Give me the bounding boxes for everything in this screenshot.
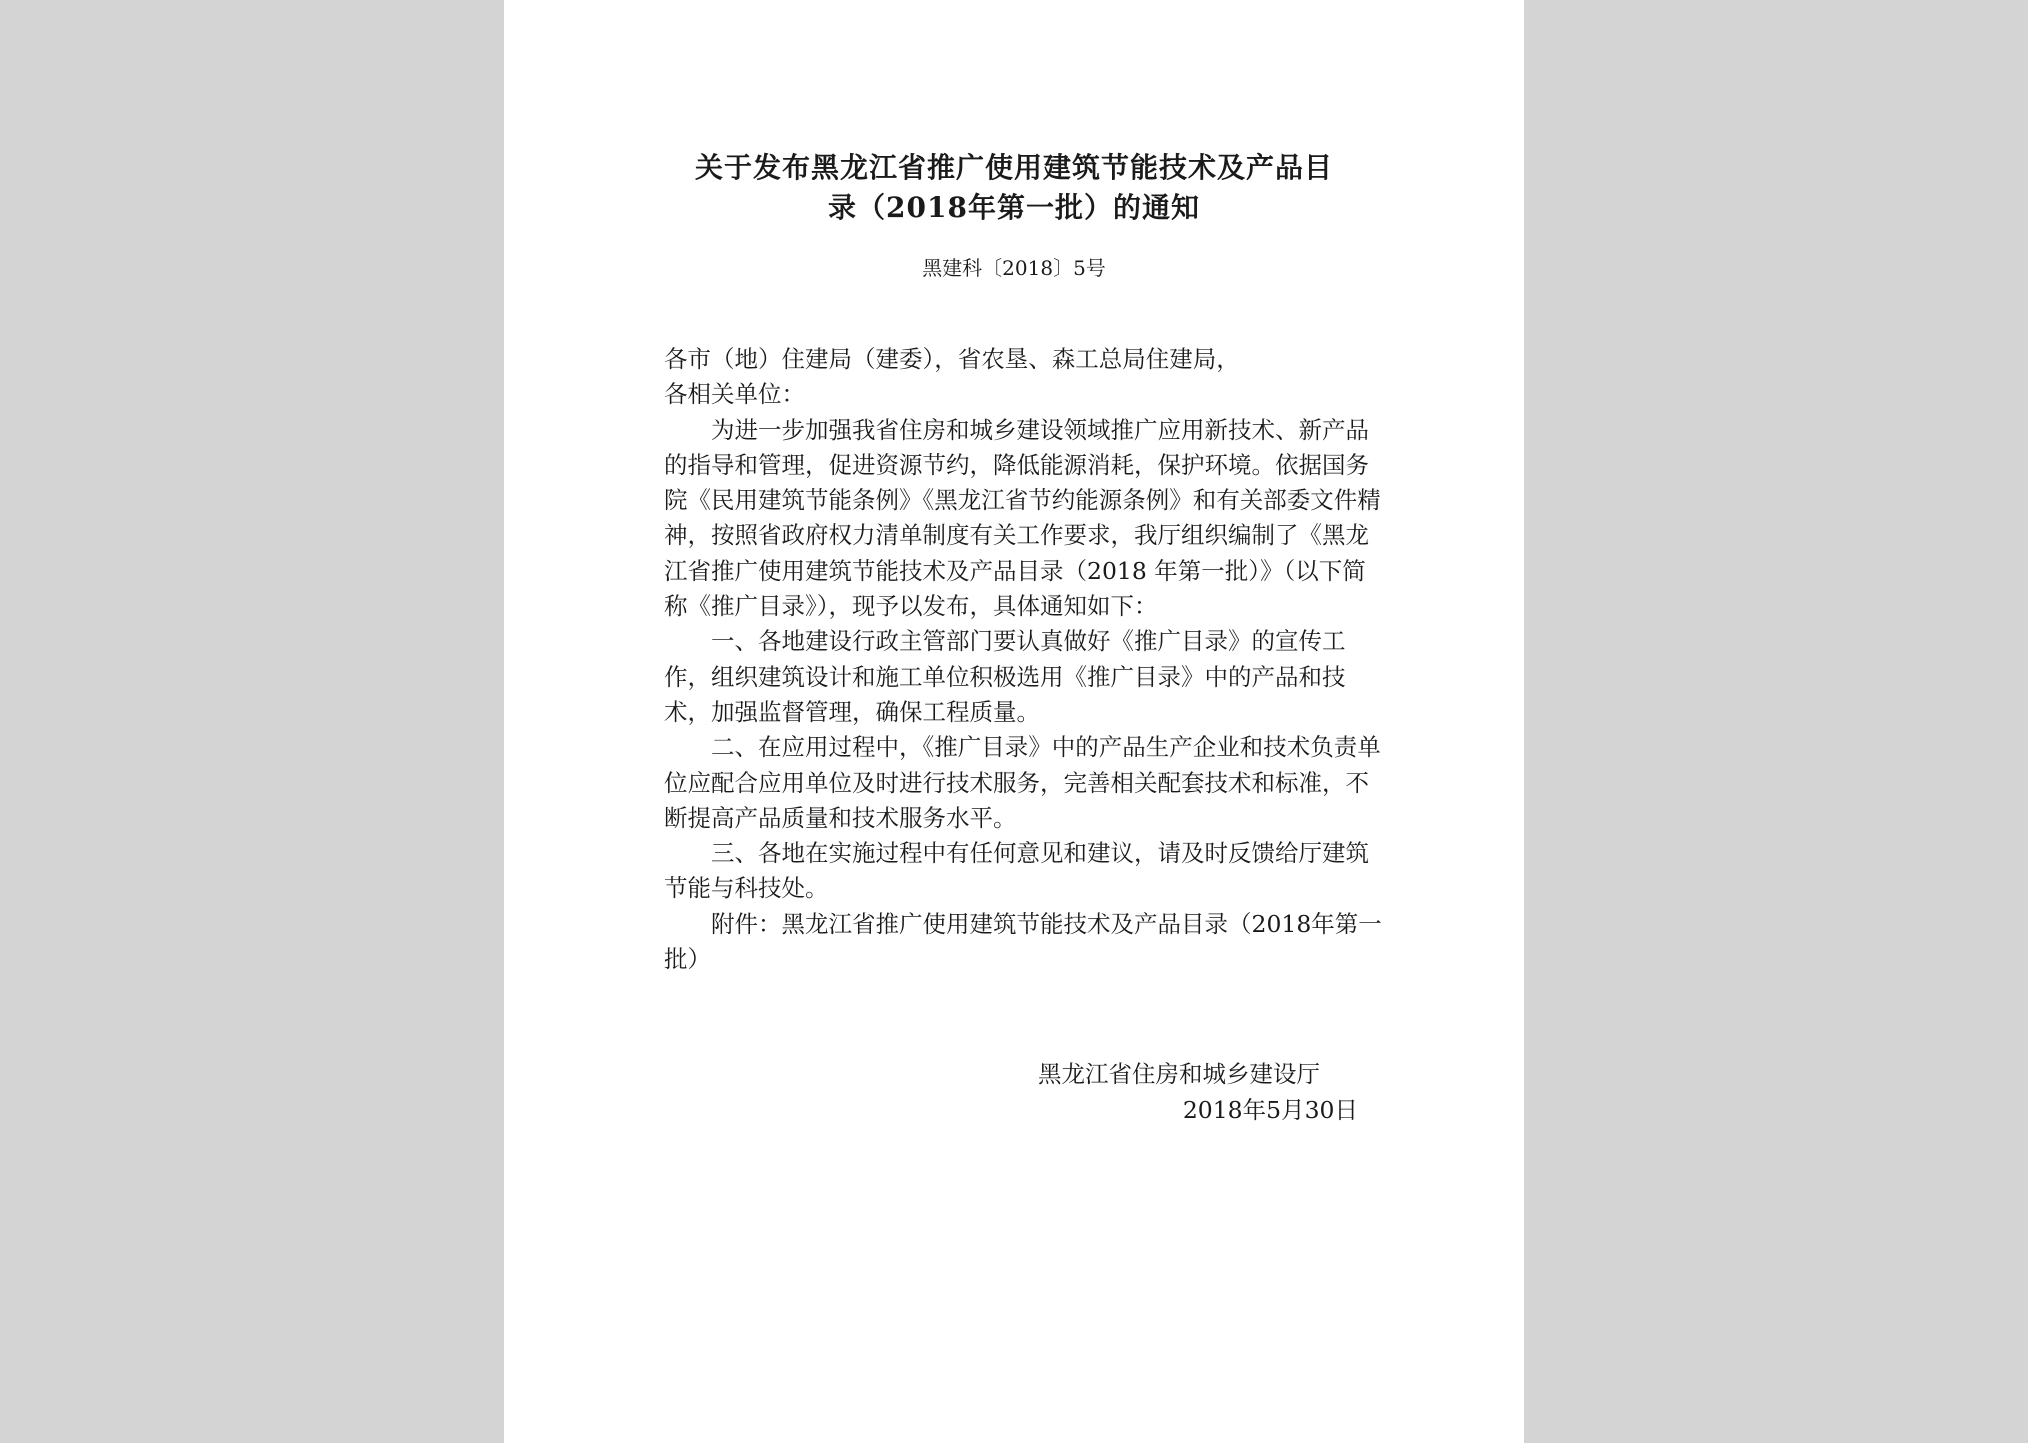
document-number: 黑建科〔2018〕5号 xyxy=(922,256,1106,280)
paragraph-item-1: 一、各地建设行政主管部门要认真做好《推广目录》的宣传工作，组织建筑设计和施工单位积极选用《推广目录》中的产品和技术，加强监督管理，确保工程质量。 xyxy=(664,627,1346,726)
paragraph-attachment: 附件：黑龙江省推广使用建筑节能技术及产品目录（2018年第一批） xyxy=(664,909,1382,974)
addressee-line-1: 各市（地）住建局（建委），省农垦、森工总局住建局， xyxy=(664,345,1240,373)
document-title xyxy=(654,148,1374,228)
paragraph-item-2: 二、在应用过程中，《推广目录》中的产品生产企业和技术负责单位应配合应用单位及时进行技术服务，完善相关配套技术和标准，不断提高产品质量和技术服务水平。 xyxy=(664,733,1381,832)
title-line-1: 关于发布黑龙江省推广使用建筑节能技术及产品目 xyxy=(694,151,1333,184)
signature-date: 2018年5月30日 xyxy=(1182,1096,1358,1124)
paragraph-intro: 为进一步加强我省住房和城乡建设领域推广应用新技术、新产品的指导和管理，促进资源节约，降低能源消耗，保护环境。依据国务院《民用建筑节能条例》《黑龙江省节约能源条例》和有关部委文件精神，按照省政府权力清单制度有关工作要求，我厅组织编制了《黑龙江省推广使用建筑节能技术及产品目录（2018 年第一批）》（以下简称《推广目录》），现予以发布，具体通知如下： xyxy=(664,415,1381,621)
document-page xyxy=(504,0,1524,1443)
paragraph-item-3: 三、各地在实施过程中有任何意见和建议，请及时反馈给厅建筑节能与科技处。 xyxy=(664,839,1369,903)
signature-block xyxy=(1034,1056,1364,1128)
document-body xyxy=(664,342,1384,977)
addressee-line-2: 各相关单位： xyxy=(664,380,805,409)
signature-organization: 黑龙江省住房和城乡建设厅 xyxy=(1038,1060,1320,1088)
title-line-2: 录（2018年第一批）的通知 xyxy=(828,191,1200,224)
